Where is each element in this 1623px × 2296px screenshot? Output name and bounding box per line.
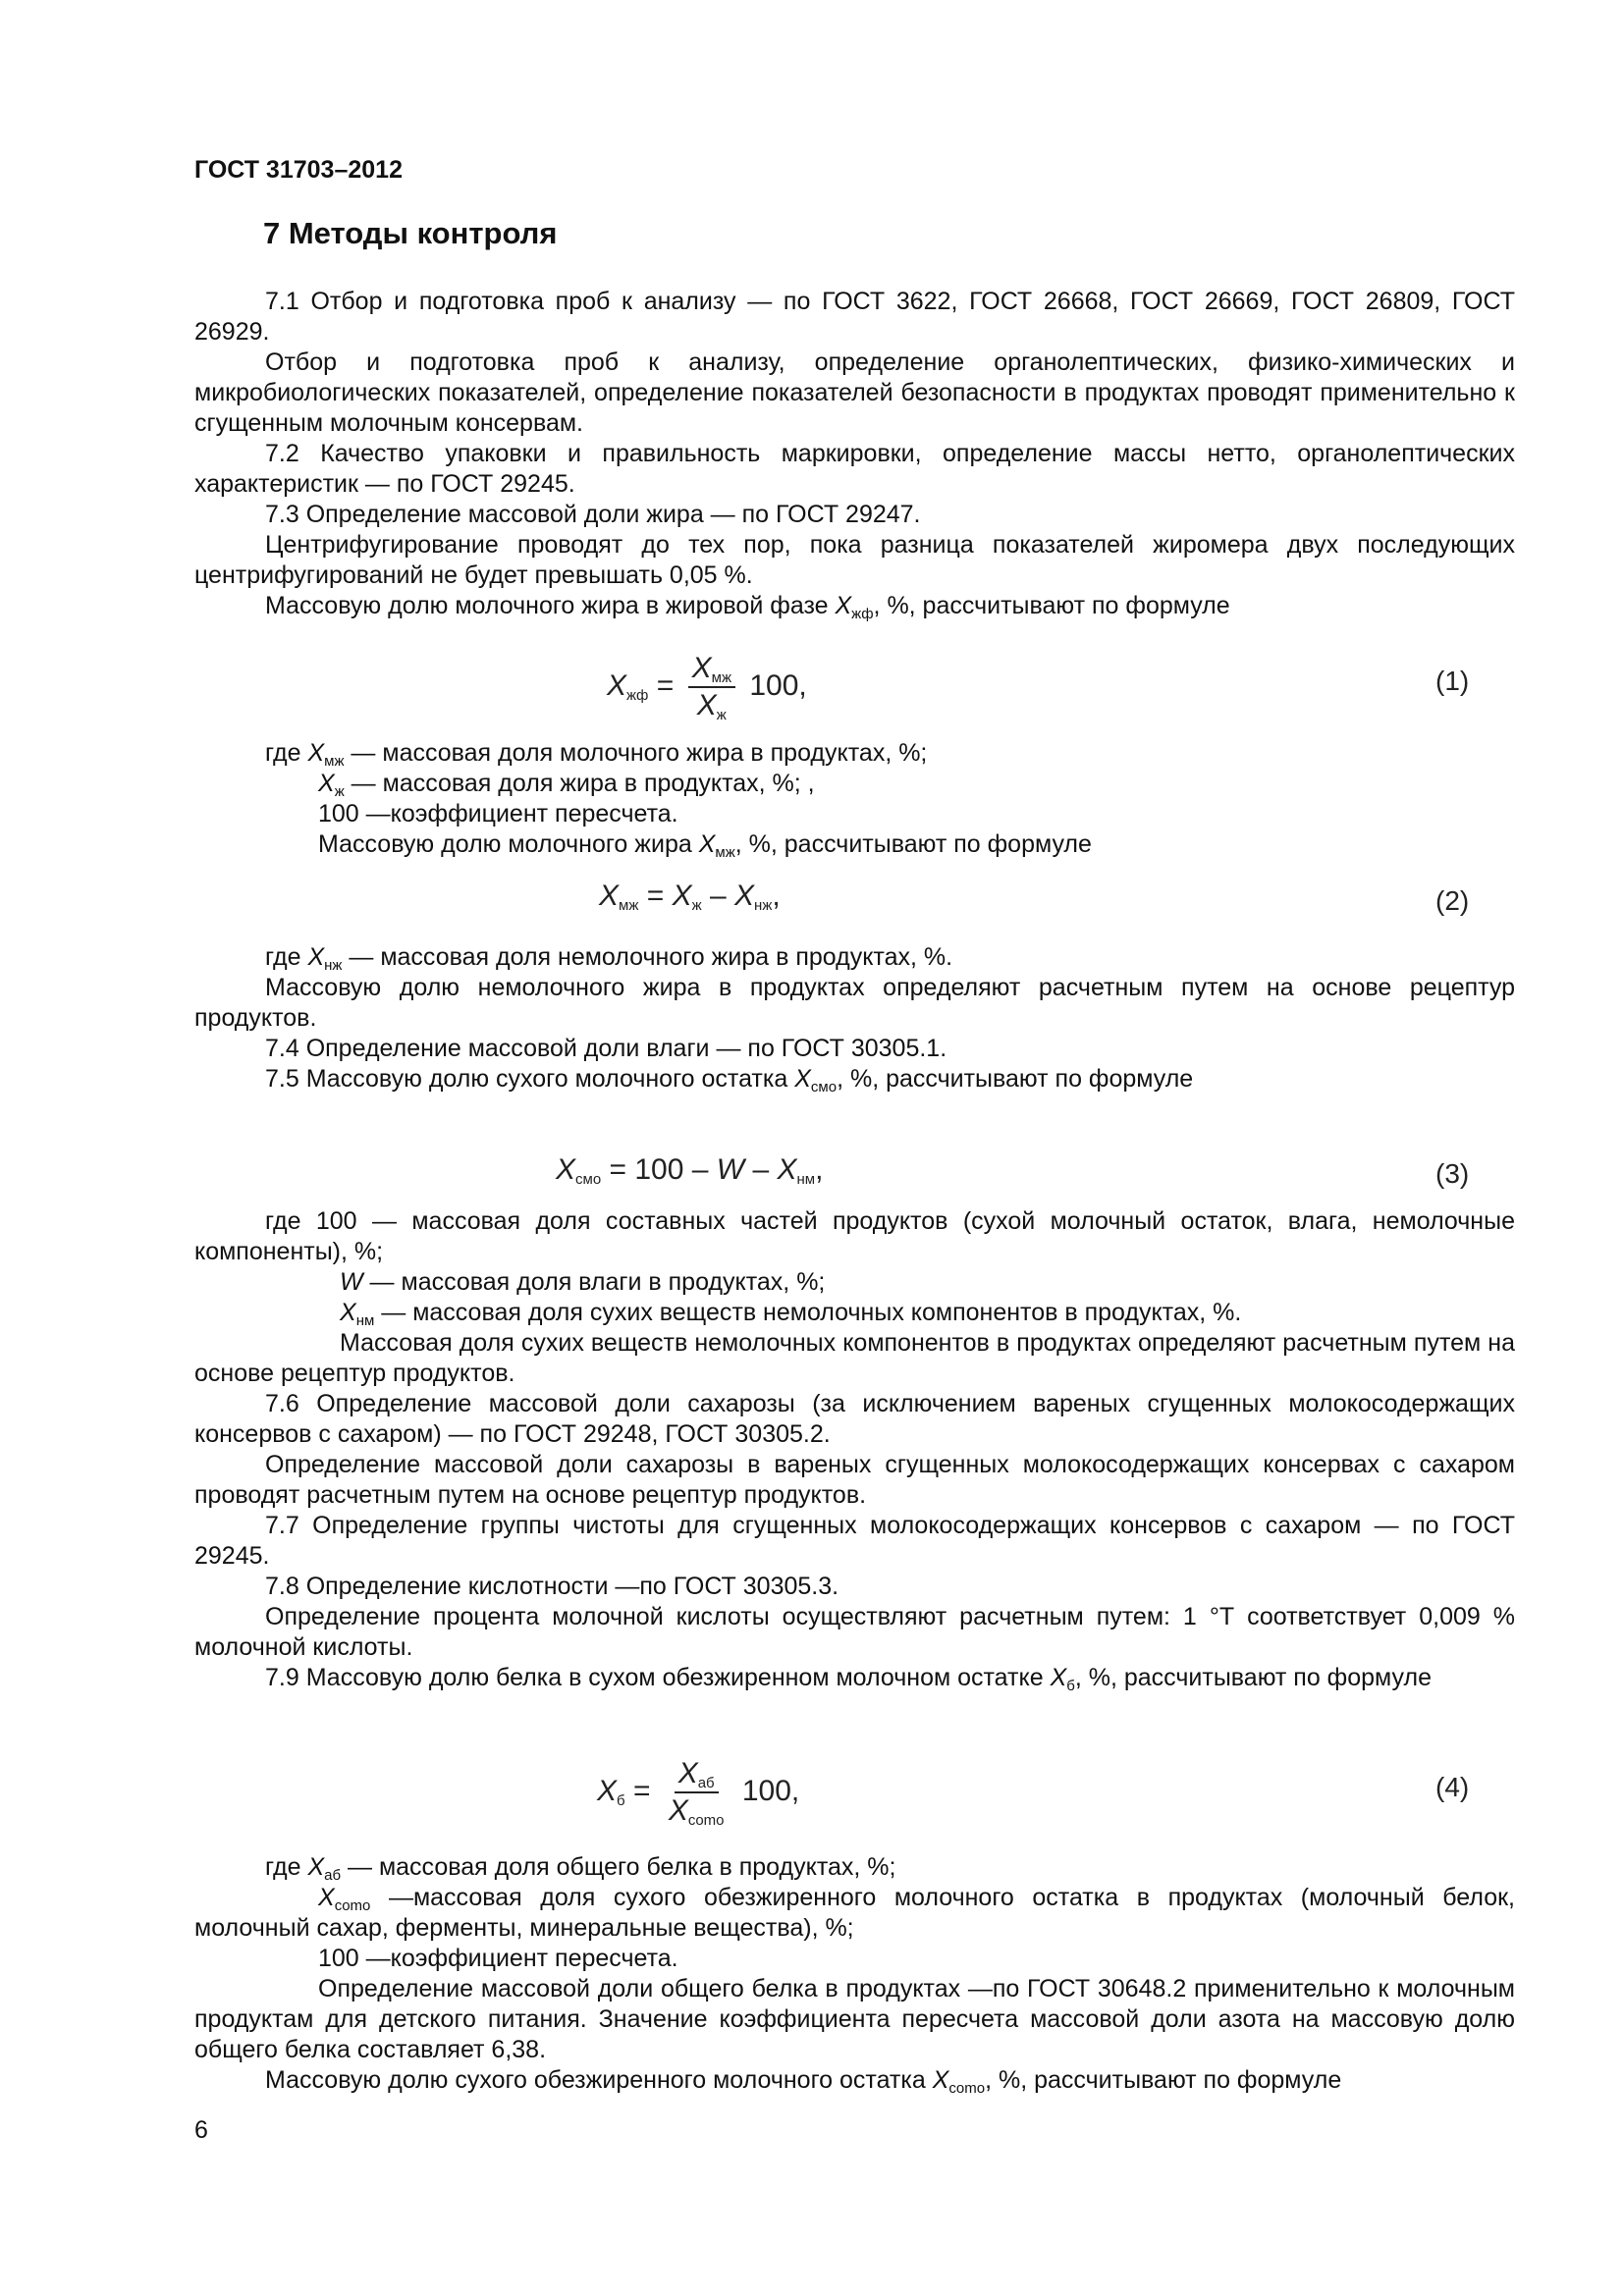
where-1-b: $X_ж$ — массовая доля жира в продуктах, %; , xyxy=(318,770,815,800)
paragraph-7-1b: Отбор и подготовка проб к анализу, определение органолептических, физико-химических и микробиологических показателей, определение показателей безопасности в продуктах проводят применительно к сгущенным молочным консервам. xyxy=(194,348,1515,437)
text-block-4 xyxy=(194,1206,1515,1693)
paragraph-7-6b: Определение массовой доли сахарозы в вареных сгущенных молокосодержащих консервах с сахаром проводят расчетным путем на основе рецептур продуктов. xyxy=(194,1451,1515,1509)
where-3-d: Массовая доля сухих веществ немолочных компонентов в продуктах определяют расчетным путем на основе рецептур продуктов. xyxy=(194,1329,1515,1387)
paragraph-7-1: 7.1 Отбор и подготовка проб к анализу — по ГОСТ 3622, ГОСТ 26668, ГОСТ 26669, ГОСТ 26809, ГОСТ 26929. xyxy=(194,288,1515,346)
paragraph-7-3b: Центрифугирование проводят до тех пор, пока разница показателей жиромера двух последующих центрифугирований не будет превышать 0,05 %. xyxy=(194,531,1515,589)
paragraph-last: Массовую долю сухого обезжиренного молочного остатка $X_{сomo}$, %, рассчитывают по формуле xyxy=(265,2066,1342,2097)
paragraph-7-5: 7.5 Массовую долю сухого молочного остатка $X_{смо}$, %, рассчитывают по формуле xyxy=(265,1065,1194,1095)
where-4-b: $X_{сomo}$ —массовая доля сухого обезжиренного молочного остатка в продуктах (молочный белок, молочный сахар, ферменты, минеральные вещества), %; xyxy=(194,1884,1515,1942)
formula-3-number: (3) xyxy=(1435,1158,1470,1189)
section-title: 7 Методы контроля xyxy=(263,216,558,250)
formula-1-number: (1) xyxy=(1435,666,1470,696)
paragraph-7-3: 7.3 Определение массовой доли жира — по ГОСТ 29247. xyxy=(265,501,921,528)
text-block-2 xyxy=(194,738,1515,860)
where-3-a: где 100 — массовая доля составных частей продуктов (сухой молочный остаток, влага, немолочные компоненты), %; xyxy=(194,1207,1515,1265)
paragraph-7-3c: Массовую долю молочного жира в жировой фазе $X_{жф}$, %, рассчитывают по формуле xyxy=(265,592,1230,622)
formula-4-fraction: $\frac{X_{аб}}{X_{сomo}}$ xyxy=(668,1757,725,1829)
formula-3: $X_{смо} = 100 - W - X_{нм}$, xyxy=(556,1153,824,1188)
where-4-a: где $X_{аб}$ — массовая доля общего белка в продуктах, %; xyxy=(265,1853,896,1884)
formula-4: $X_б$ = $\frac{X_{аб}}{X_{сomo}}$ 100, xyxy=(597,1757,800,1829)
where-1-d: Массовую долю молочного жира $X_{мж}$, %, рассчитывают по формуле xyxy=(318,830,1092,861)
where-3-b: W — массовая доля влаги в продуктах, %; xyxy=(340,1268,826,1296)
paragraph-7-9: 7.9 Массовую долю белка в сухом обезжиренном молочном остатке $X_б$, %, рассчитывают по формуле xyxy=(265,1664,1432,1694)
text-block-1 xyxy=(194,287,1515,621)
formula-1-fraction: $\frac{X_{мж}}{X_ж}$ xyxy=(688,652,735,722)
text-block-3 xyxy=(194,942,1515,1095)
where-1-c: 100 —коэффициент пересчета. xyxy=(318,800,678,828)
document-code-header: ГОСТ 31703–2012 xyxy=(194,156,403,184)
formula-1: $X_{жф}$ = $\frac{X_{мж}}{X_ж}$ 100, xyxy=(607,652,807,723)
page-number: 6 xyxy=(194,2116,208,2144)
text-block-5 xyxy=(194,1852,1515,2096)
formula-2: $X_{мж} = X_ж - X_{нж}$, xyxy=(599,880,781,914)
paragraph-7-8b: Определение процента молочной кислоты осуществляют расчетным путем: 1 °Т соответствует 0,009 % молочной кислоты. xyxy=(194,1603,1515,1661)
paragraph-7-8: 7.8 Определение кислотности —по ГОСТ 30305.3. xyxy=(265,1573,839,1600)
paragraph-7-2: 7.2 Качество упаковки и правильность маркировки, определение массы нетто, органолептических характеристик — по ГОСТ 29245. xyxy=(194,440,1515,498)
where-2-a: где $X_{нж}$ — массовая доля немолочного жира в продуктах, %. xyxy=(265,943,953,974)
paragraph-7-7: 7.7 Определение группы чистоты для сгущенных молокосодержащих консервов с сахаром — по ГОСТ 29245. xyxy=(194,1512,1515,1570)
paragraph-7-6: 7.6 Определение массовой доли сахарозы (за исключением вареных сгущенных молокосодержащих консервов с сахаром) — по ГОСТ 29248, ГОСТ 30305.2. xyxy=(194,1390,1515,1448)
formula-2-number: (2) xyxy=(1435,885,1470,916)
where-3-c: $X_{нм}$ — массовая доля сухих веществ немолочных компонентов в продуктах, %. xyxy=(340,1299,1242,1329)
paragraph-7-4: 7.4 Определение массовой доли влаги — по ГОСТ 30305.1. xyxy=(265,1035,947,1062)
paragraph-nonmilk-fat: Массовую долю немолочного жира в продуктах определяют расчетным путем на основе рецептур продуктов. xyxy=(194,974,1515,1032)
formula-4-number: (4) xyxy=(1435,1772,1470,1802)
where-4-c: 100 —коэффициент пересчета. xyxy=(318,1945,678,1972)
where-4-d: Определение массовой доли общего белка в продуктах —по ГОСТ 30648.2 применительно к молочным продуктам для детского питания. Значение коэффициента пересчета массовой доли азота на массовую долю общего белка составляет 6,38. xyxy=(194,1975,1515,2063)
where-1-a: где $X_{мж}$ — массовая доля молочного жира в продуктах, %; xyxy=(265,739,928,770)
